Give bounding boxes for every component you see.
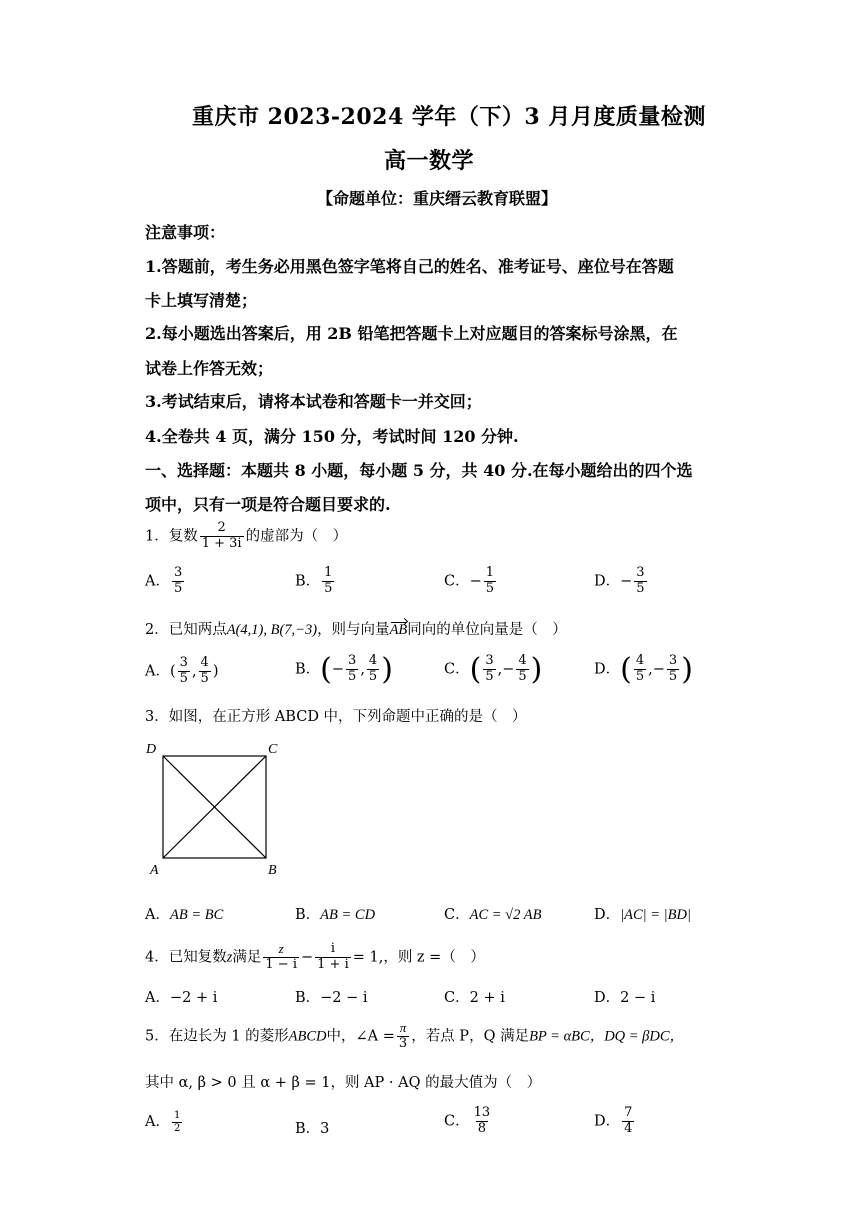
note-1-line-1: 1.答题前，考生务必用黑色签字笔将自己的姓名、准考证号、座位号在答题 [145,257,674,276]
q2-points: A(4,1), B(7,−3) [226,622,318,638]
q2-d1-num: 4 [635,653,645,669]
q1-c-den: 5 [485,580,495,596]
q1-option-c [444,566,498,597]
q4-f1-den: 1 − i [265,956,297,972]
q4-option-c [444,986,505,1007]
q1-a-num: 3 [173,565,183,580]
vertex-label-c: C [268,742,278,757]
q5-angle-den: 3 [398,1035,408,1051]
q1-option-b [295,566,336,597]
q5-a-frac [172,1110,182,1134]
square-diagram [140,738,300,880]
q5-option-d [594,1106,636,1137]
q2-c-label: C． [444,661,470,678]
q2-a2-num: 4 [200,655,209,670]
notes-heading: 注意事项： [145,223,226,242]
q4-a-text: −2 + i [169,990,218,1006]
q1-a-label: A． [145,573,170,590]
q3-option-a [145,903,223,924]
vertex-label-a: A [150,863,159,878]
q1-a-den: 5 [173,580,183,596]
q4-f2-den: 1 + i [317,956,349,972]
q5-option-b [295,1117,329,1138]
q1-b-num: 1 [324,565,333,580]
q3-option-c [444,903,541,924]
q5-angle-frac [397,1021,409,1052]
note-2-line-1: 2.每小题选出答案后，用 2B 铅笔把答题卡上对应题目的答案标号涂黑，在 [145,324,678,343]
q5-c-label: C． [444,1113,470,1130]
q1-c-sign: − [469,573,482,590]
q4-b-text: −2 − i [320,990,368,1006]
q2-prefix: 2．已知两点 [145,622,227,638]
q2-c1-den: 5 [485,669,494,684]
q5-d-den: 4 [624,1120,633,1136]
q2-c2-num: 4 [518,653,527,669]
q3-d-text: |AC| = |BD| [620,907,691,923]
section-heading-line-1: 一、选择题：本题共 8 小题，每小题 5 分，共 40 分.在每小题给出的四个选 [145,461,693,480]
q5-angle-num: π [399,1020,407,1035]
question-5-stem-line-2: 其中 α, β > 0 且 α + β = 1，则 AP · AQ 的最大值为（ ） [145,1075,542,1091]
q2-a-label: A． [145,663,170,680]
q2-b-frac-1 [346,654,358,685]
q1-c-num: 1 [485,565,495,580]
q5-mid2: ，若点 P，Q 满足 [411,1028,530,1045]
q2-d-frac-1 [634,654,646,685]
q4-var: z [226,949,233,966]
q1-b-frac [322,566,334,597]
q1-frac-den: 1 + 3i [201,535,242,551]
q4-c-text: 2 + i [469,990,505,1006]
q3-b-text: AB = CD [320,907,376,923]
q2-b-frac-2 [367,654,379,685]
q1-d-label: D． [594,573,621,590]
q3-c-text: AC = √2 AB [469,907,542,923]
q4-f1-num: z [278,941,284,956]
q5-option-c [444,1106,494,1137]
q2-option-d: D．( $\frac{4}{5}$ ,− $\frac{3}{5}$ ) [594,652,693,687]
q2-option-b: B．(− $\frac{3}{5}$ , $\frac{4}{5}$ ) [295,652,393,687]
q5-d-num: 7 [624,1105,633,1120]
q2-b-label: B． [295,661,321,678]
q5-c-num: 13 [473,1105,491,1120]
q2-c2-den: 5 [518,669,527,684]
q5-condition: BP = αBC，DQ = βDC， [529,1028,685,1045]
question-2-stem [145,618,567,639]
q1-fraction [200,521,244,552]
q4-option-b [295,986,368,1007]
q1-option-d [594,566,649,597]
q3-c-label: C． [444,907,470,923]
q2-b2-den: 5 [368,669,378,684]
q2-vector-ab: AB [389,622,408,638]
q5-shape: ABCD [288,1028,327,1045]
q2-a-frac-1 [178,656,190,687]
q2-d1-den: 5 [635,669,645,684]
q4-c-label: C． [444,990,470,1006]
q4-option-d [594,986,655,1007]
q2-option-a: A．( $\frac{3}{5}$ , $\frac{4}{5}$ ) [145,655,219,686]
q1-c-frac [484,566,496,597]
note-3: 3.考试结束后，请将本试卷和答题卡一并交回； [145,392,482,411]
q1-d-sign: − [620,573,633,590]
q2-d-frac-2 [667,654,679,685]
q1-a-frac [172,566,184,597]
q3-option-b [295,903,375,924]
q4-minus: − [300,949,314,966]
q1-prefix: 1．复数 [145,528,198,545]
q2-c-frac-2 [516,654,528,685]
q2-suffix: 同向的单位向量是（ ） [407,622,567,638]
q5-d-frac [622,1106,634,1137]
q4-option-a [145,986,217,1007]
q5-mid1: 中，∠A = [326,1028,395,1045]
q5-c-den: 8 [477,1120,487,1136]
q3-a-text: AB = BC [169,907,224,923]
q2-c-frac-1 [483,654,495,685]
q1-d-frac [634,566,646,597]
q4-frac-1 [263,942,299,973]
q3-option-d [594,903,691,924]
question-5-stem-line-1 [145,1021,684,1052]
q4-eq: = 1, [352,949,384,966]
q1-b-den: 5 [324,580,333,596]
q5-option-a [145,1110,184,1134]
note-4: 4.全卷共 4 页，满分 150 分，考试时间 120 分钟. [145,427,519,446]
q4-d-label: D． [594,990,621,1006]
issuing-unit: 【命题单位：重庆缙云教育联盟】 [317,189,558,208]
q1-b-label: B． [295,573,321,590]
q4-a-label: A． [145,990,170,1006]
q5-prefix: 5．在边长为 1 的菱形 [145,1028,289,1045]
section-heading-line-2: 项中，只有一项是符合题目要求的. [145,495,391,514]
q2-option-c: C．( $\frac{3}{5}$ ,− $\frac{4}{5}$ ) [444,652,543,687]
q4-d-text: 2 − i [620,990,656,1006]
q2-b1-num: 3 [348,653,357,669]
page-subtitle: 高一数学 [384,148,475,174]
q5-d-label: D． [594,1113,621,1130]
question-4-stem [145,942,485,973]
q1-suffix: 的虚部为（ ） [245,528,348,545]
question-1-stem [145,521,347,552]
q2-d-label: D． [594,661,621,678]
q2-a1-num: 3 [179,655,188,670]
page-title: 重庆市 2023-2024 学年（下）3 月月度质量检测 [192,104,706,130]
q5-a-den: 2 [173,1122,181,1134]
q5-a-label: A． [145,1114,170,1130]
q5-a-num: 1 [173,1110,181,1121]
vertex-label-d: D [146,742,157,757]
q1-frac-num: 2 [217,520,226,535]
q5-c-frac [472,1106,493,1137]
q2-b2-num: 4 [368,653,378,669]
q5-b-text: 3 [320,1121,330,1137]
note-2-line-2: 试卷上作答无效； [145,359,274,378]
note-1-line-2: 卡上填写清楚； [145,291,258,310]
q1-c-label: C． [444,573,470,590]
q4-b-label: B． [295,990,321,1006]
q1-option-a [145,566,186,597]
q2-mid: ，则与向量 [317,622,390,638]
q4-prefix: 4．已知复数 [145,949,227,966]
q2-c1-num: 3 [485,653,494,669]
q2-d2-num: 3 [668,653,678,669]
q2-a1-den: 5 [179,670,188,686]
q4-mid: 满足 [232,949,262,966]
q2-a2-den: 5 [200,670,209,686]
q2-a-frac-2 [199,656,211,687]
q5-b-label: B． [295,1121,321,1137]
q2-d2-den: 5 [668,669,678,684]
vertex-label-b: B [268,863,277,878]
q3-a-label: A． [145,907,170,923]
q1-d-num: 3 [636,565,645,580]
question-3-stem: 3．如图，在正方形 ABCD 中，下列命题中正确的是（ ） [145,709,527,725]
q4-f2-num: i [330,941,336,956]
q2-b1-den: 5 [348,669,357,684]
q3-d-label: D． [594,907,621,923]
q1-d-den: 5 [636,580,645,596]
q3-b-label: B． [295,907,321,923]
q4-frac-2 [315,942,351,973]
q4-suffix: ，则 z =（ ） [383,949,485,966]
